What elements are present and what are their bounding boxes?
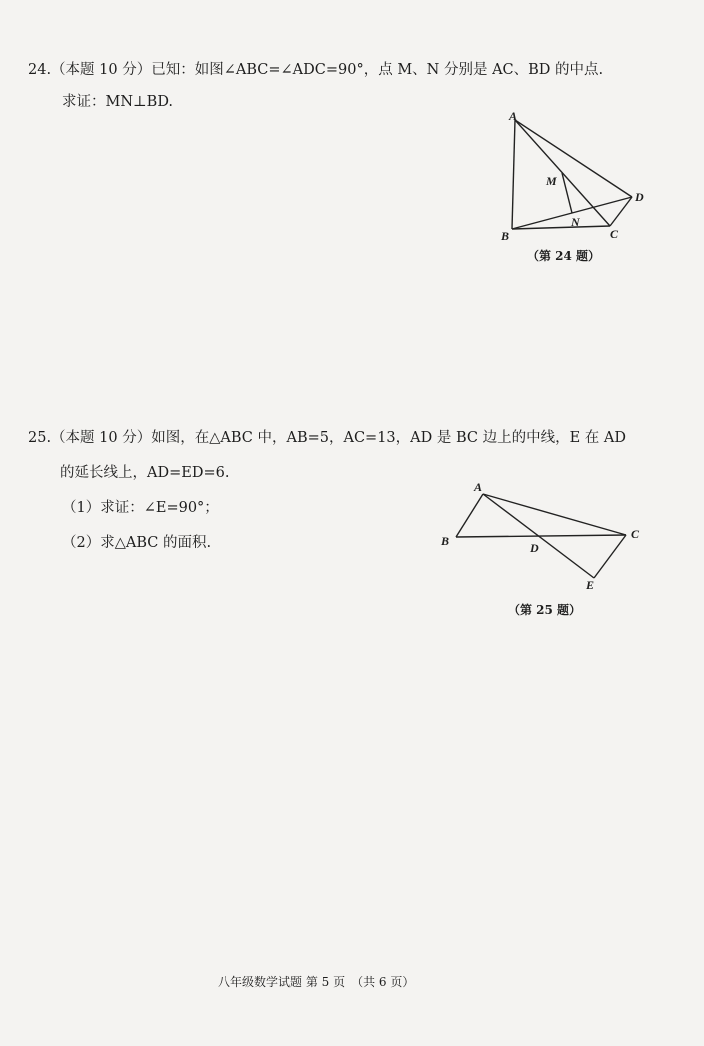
q24-label-a: A <box>509 109 518 123</box>
q25-seg-bc <box>456 535 626 537</box>
q25-figure-caption: （第 25 题） <box>508 603 582 617</box>
q24-label-n: N <box>571 215 580 229</box>
q25-label-a: A <box>474 480 483 494</box>
q24-figure-caption: （第 24 题） <box>527 249 601 263</box>
q25-label-b: B <box>441 534 450 548</box>
q24-seg-bc <box>512 226 610 229</box>
q24-figure <box>490 105 660 245</box>
q25-statement-line1: 25.（本题 10 分）如图，在△ABC 中，AB=5，AC=13，AD 是 BC 边上的中线，E 在 AD <box>28 430 626 446</box>
q25-label-e: E <box>586 578 595 592</box>
q24-statement-line2: 求证：MN⊥BD. <box>62 94 174 110</box>
q25-label-c: C <box>631 527 640 541</box>
q25-part1: （1）求证：∠E=90°； <box>62 500 219 516</box>
q24-label-d: D <box>635 190 644 204</box>
q25-seg-ab <box>456 494 483 537</box>
q24-label-b: B <box>501 229 510 243</box>
page-footer: 八年级数学试题 第 5 页 （共 6 页） <box>218 975 415 989</box>
q25-seg-ac <box>483 494 626 535</box>
q24-label-m: M <box>546 174 557 188</box>
q24-seg-ab <box>512 120 515 229</box>
q25-figure <box>435 475 655 595</box>
q25-part2: （2）求△ABC 的面积. <box>62 535 212 551</box>
q25-statement-line2: 的延长线上，AD=ED=6. <box>60 465 230 481</box>
q24-label-c: C <box>610 227 619 241</box>
q25-label-d: D <box>530 541 539 555</box>
q24-statement-line1: 24.（本题 10 分）已知：如图∠ABC=∠ADC=90°，点 M、N 分别是 AC、BD 的中点. <box>28 62 604 78</box>
q25-seg-ce <box>594 535 626 578</box>
